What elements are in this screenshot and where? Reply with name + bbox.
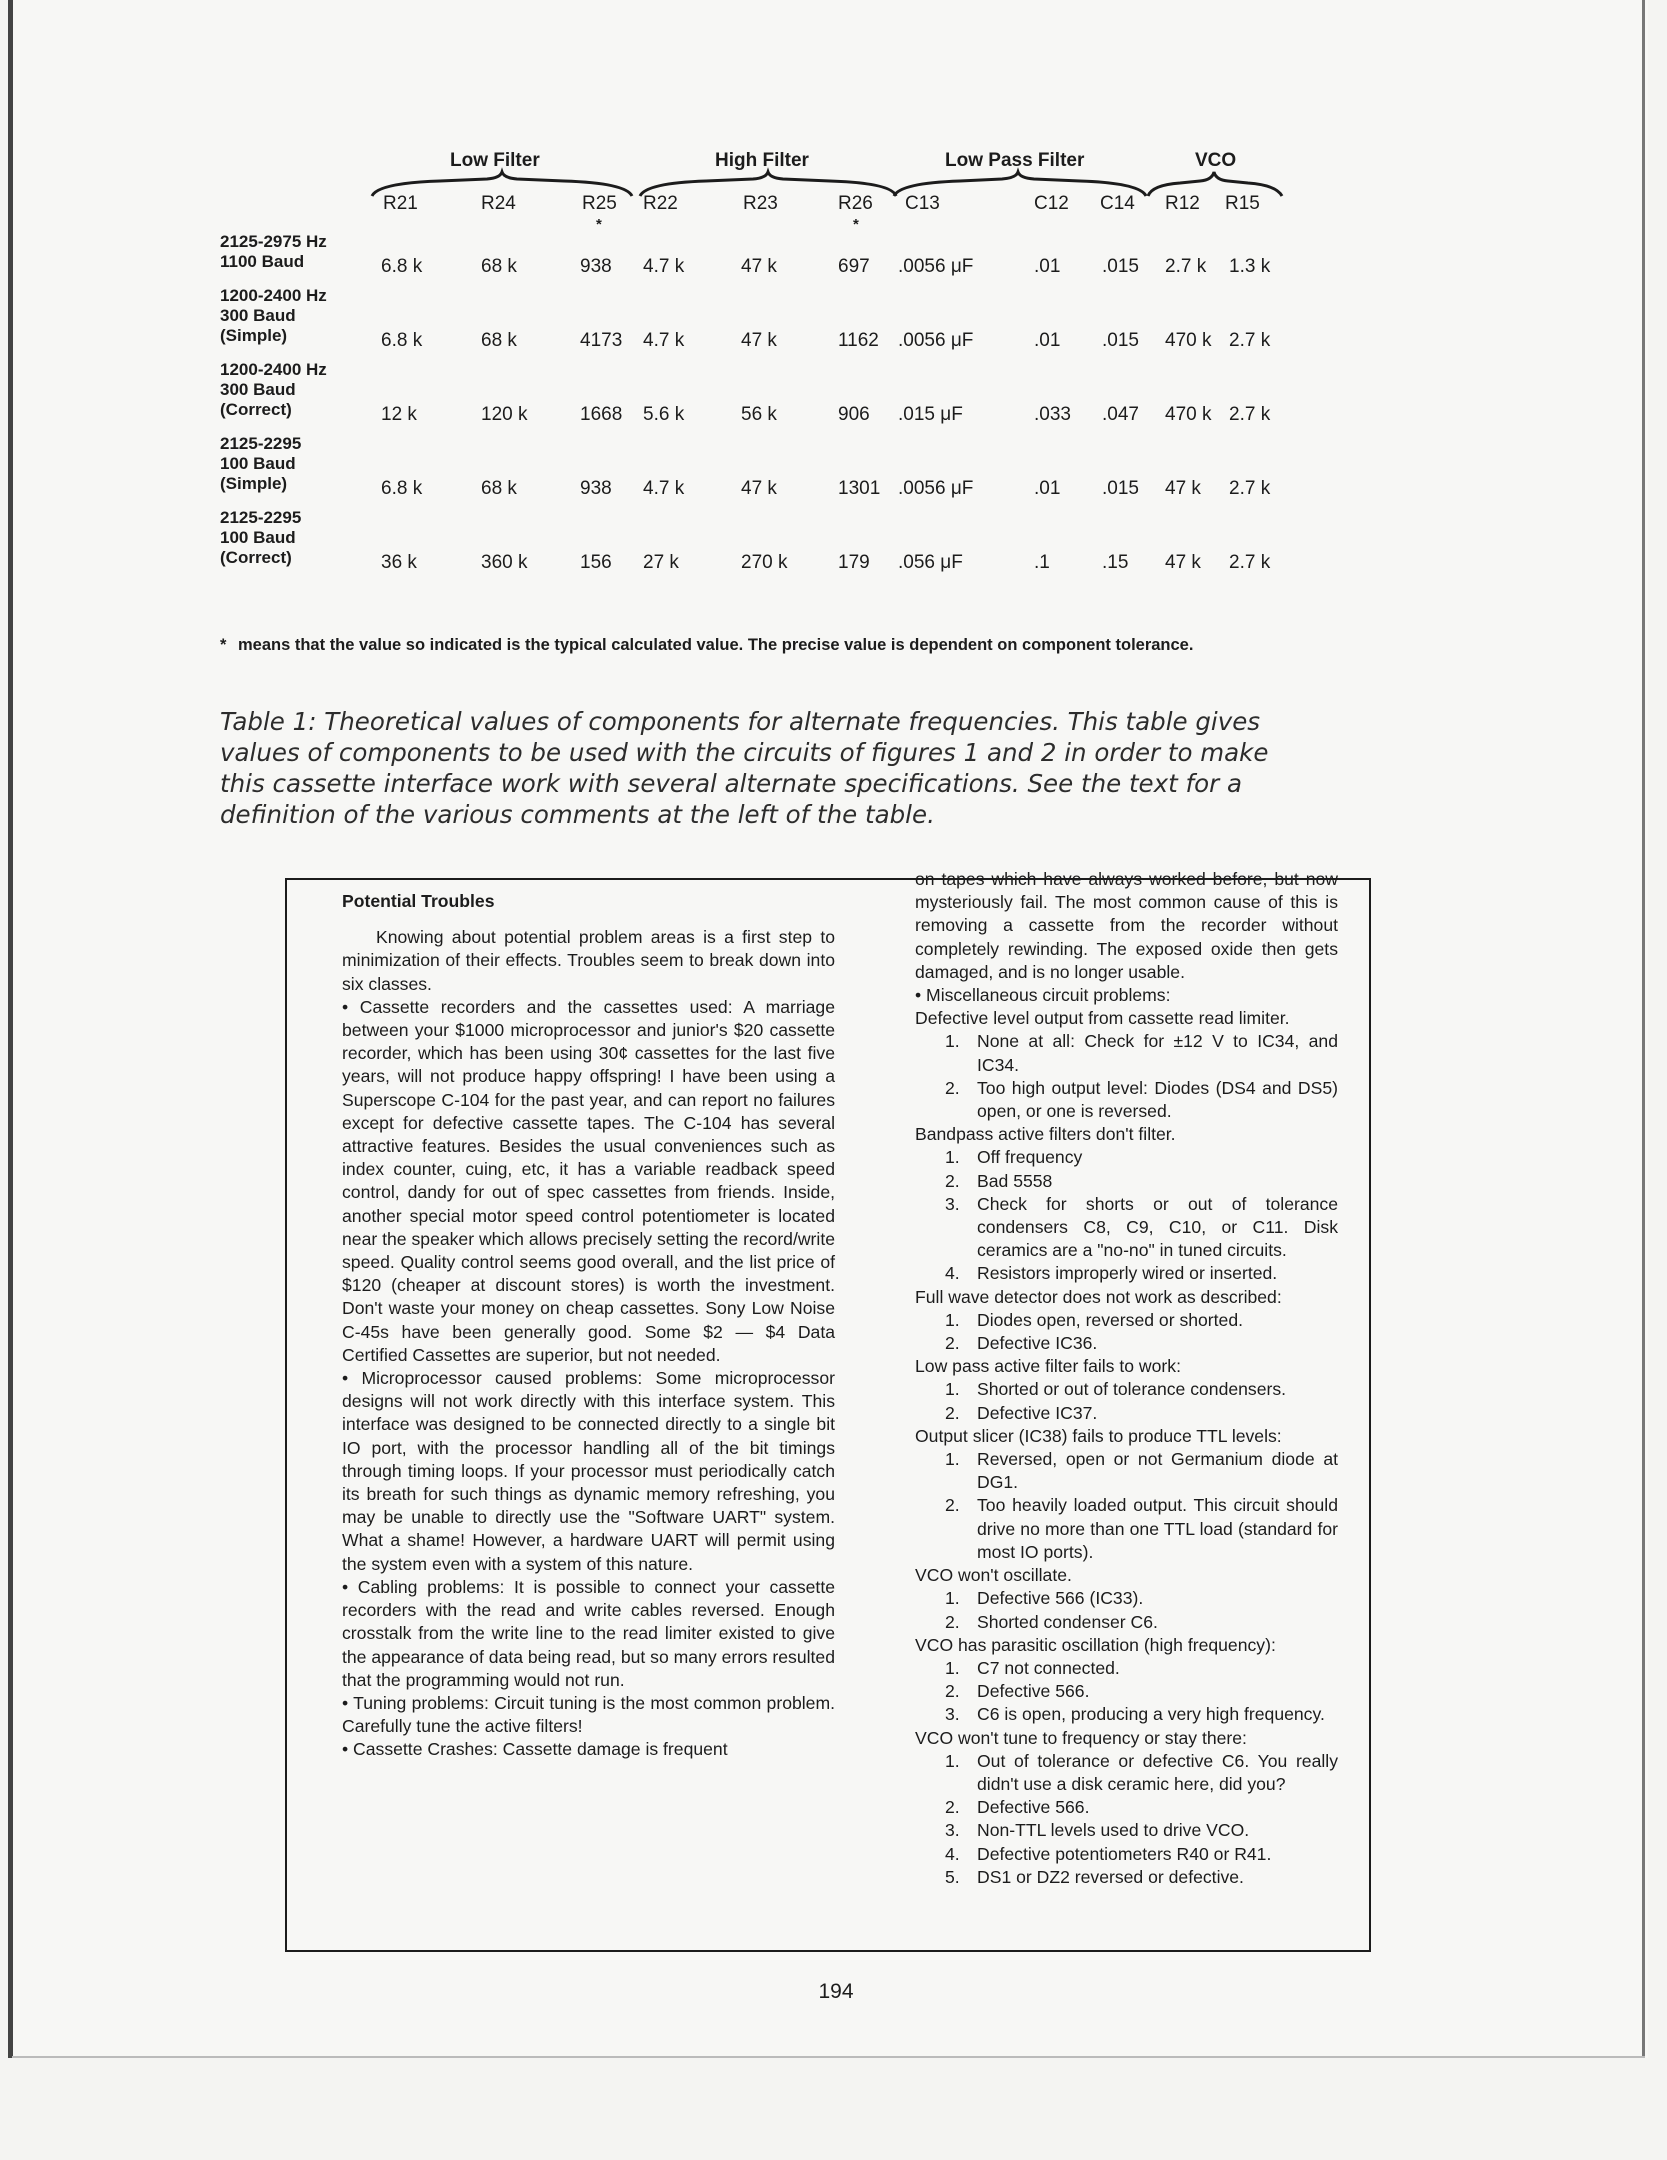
- table-cell: .1: [1034, 552, 1050, 573]
- box-paragraph: • Cabling problems: It is possible to connect your cassette recorders with the read and write cables reversed. Enough crosstalk from the write line to the read limiter existed to give the appearance of data being read, but so many errors resulted that the programming would not run.: [342, 1576, 835, 1690]
- list-item-number: 2.: [945, 1333, 960, 1354]
- list-item-text: Shorted condenser C6.: [977, 1611, 1158, 1632]
- table-cell: 938: [580, 256, 612, 277]
- table-cell: 1668: [580, 404, 623, 425]
- list-item-number: 1.: [945, 1750, 960, 1771]
- list-item: [915, 1750, 1338, 1796]
- list-item-text: Off frequency: [977, 1147, 1083, 1168]
- table-cell: 270 k: [741, 552, 788, 573]
- list-item-text: Too high output level: Diodes (DS4 and DS5) open, or one is reversed.: [977, 1077, 1338, 1122]
- problem-heading: Bandpass active filters don't filter.: [915, 1124, 1176, 1145]
- list-item-text: Defective potentiometers R40 or R41.: [977, 1843, 1272, 1864]
- list-item-number: 1.: [945, 1147, 960, 1168]
- table-cell: 120 k: [481, 404, 528, 425]
- box-paragraph: Knowing about potential problem areas is a first step to minimization of their effects. Troubles seem to break down into six classes.: [342, 927, 835, 994]
- list-item: [915, 1262, 1338, 1285]
- row-label-3: 1200-2400 Hz 300 Baud (Correct): [220, 360, 327, 419]
- table-cell: 47 k: [741, 330, 777, 351]
- column-header-r15: R15: [1225, 193, 1260, 214]
- table-cell: 4.7 k: [643, 330, 685, 351]
- box-paragraph: on tapes which have always worked before, but now mysteriously fail. The most common cause of this is removing a cassette from the recorder without completely rewinding. The exposed oxide then gets damaged, and is no longer usable.: [915, 869, 1338, 982]
- table-cell: .01: [1034, 256, 1061, 277]
- table-cell: .056 μF: [898, 552, 963, 573]
- column-header-r25: R25: [582, 193, 617, 214]
- list-item: [915, 1796, 1338, 1819]
- problem-heading: VCO won't oscillate.: [915, 1565, 1072, 1586]
- list-item-text: Shorted or out of tolerance condensers.: [977, 1379, 1287, 1400]
- list-item: [915, 1866, 1338, 1889]
- table-cell: 1.3 k: [1229, 256, 1271, 277]
- table-cell: .015: [1102, 478, 1139, 499]
- table-cell: 2.7 k: [1229, 404, 1271, 425]
- box-paragraph: • Microprocessor caused problems: Some microprocessor designs will not work directly with this interface system. This interface was designed to be connected directly to a single bit IO port, with the processor handling all of the bit timings through timing loops. If your processor must periodically catch its breath for such things as dynamic memory refreshing, you may be unable to directly use the "Software UART" system. What a shame! However, a hardware UART will permit using the system even with a system of this nature.: [342, 1368, 835, 1574]
- row-label-4: 2125-2295 100 Baud (Simple): [220, 434, 302, 493]
- table-cell: 4.7 k: [643, 256, 685, 277]
- table-cell: 2.7 k: [1229, 552, 1271, 573]
- list-item-number: 1.: [945, 1449, 960, 1470]
- table-cell: 906: [838, 404, 870, 425]
- list-item: [915, 1587, 1338, 1610]
- list-item: [915, 1657, 1338, 1680]
- table-caption: Table 1: Theoretical values of components for alternate frequencies. This table gives values of components to be used with the circuits of figures 1 and 2 in order to make this cassette interface work with several alternate specifications. See the text for a definition of the various comments at the left of the table.: [220, 707, 1269, 829]
- table-cell: 2.7 k: [1229, 478, 1271, 499]
- table-cell: .0056 μF: [898, 478, 974, 499]
- column-header-r21: R21: [383, 193, 418, 214]
- list-item-number: 1.: [945, 1379, 960, 1400]
- table-cell: 6.8 k: [381, 478, 423, 499]
- table-cell: 4.7 k: [643, 478, 685, 499]
- list-item: [915, 1680, 1338, 1703]
- component-table: [0, 0, 1667, 600]
- box-title: Potential Troubles: [342, 891, 495, 911]
- group-header-vco: VCO: [1195, 150, 1237, 171]
- row-label-5: 2125-2295 100 Baud (Correct): [220, 508, 302, 567]
- problem-heading: Low pass active filter fails to work:: [915, 1356, 1181, 1377]
- table-cell: 5.6 k: [643, 404, 685, 425]
- column-header-c14: C14: [1100, 193, 1135, 214]
- list-item-text: Defective IC36.: [977, 1333, 1098, 1354]
- table-cell: .01: [1034, 478, 1061, 499]
- list-item: [915, 1819, 1338, 1842]
- list-item-text: Reversed, open or not Germanium diode at DG1.: [977, 1449, 1338, 1493]
- list-item: [915, 1030, 1338, 1076]
- list-item-text: Check for shorts or out of tolerance condensers C8, C9, C10, or C11. Disk ceramics are a "no-no" in tuned circuits.: [977, 1193, 1338, 1261]
- list-item: [915, 1170, 1338, 1193]
- box-paragraph: • Tuning problems: Circuit tuning is the most common problem. Carefully tune the active filters!: [342, 1692, 835, 1737]
- list-item: [915, 1193, 1338, 1263]
- list-item-text: C6 is open, producing a very high frequency.: [977, 1704, 1325, 1725]
- column-header-r23: R23: [743, 193, 778, 214]
- list-item: [915, 1843, 1338, 1866]
- problem-heading: Output slicer (IC38) fails to produce TTL levels:: [915, 1425, 1282, 1446]
- table-cell: .0056 μF: [898, 330, 974, 351]
- box-paragraph: • Cassette Crashes: Cassette damage is frequent: [342, 1739, 728, 1760]
- column-header-r26: R26: [838, 193, 873, 214]
- table-cell: 56 k: [741, 404, 777, 425]
- starred-mark-r25: *: [596, 216, 602, 233]
- problem-heading: VCO won't tune to frequency or stay there:: [915, 1727, 1247, 1748]
- list-item-text: DS1 or DZ2 reversed or defective.: [977, 1866, 1244, 1887]
- row-label-2: 1200-2400 Hz 300 Baud (Simple): [220, 286, 327, 345]
- table-cell: 2.7 k: [1165, 256, 1207, 277]
- list-item-number: 1.: [945, 1031, 960, 1052]
- list-item-number: 3.: [945, 1820, 960, 1841]
- list-item-text: Too heavily loaded output. This circuit should drive no more than one TTL load (standard for most IO ports).: [977, 1495, 1338, 1562]
- list-item-number: 2.: [945, 1797, 960, 1818]
- footnote-text: means that the value so indicated is the typical calculated value. The precise value is dependent on component tolerance.: [238, 636, 1194, 654]
- column-header-c13: C13: [905, 193, 940, 214]
- list-item: [915, 1703, 1338, 1726]
- list-item: [915, 1332, 1338, 1355]
- table-cell: 470 k: [1165, 404, 1212, 425]
- table-cell: 68 k: [481, 256, 517, 277]
- list-item-number: 3.: [945, 1193, 960, 1214]
- table-cell: 4173: [580, 330, 623, 351]
- table-cell: .015: [1102, 256, 1139, 277]
- footnote-mark: *: [220, 636, 227, 654]
- table-cell: 47 k: [741, 256, 777, 277]
- problem-heading: Full wave detector does not work as described:: [915, 1286, 1282, 1307]
- table-cell: .047: [1102, 404, 1139, 425]
- table-cell: 1301: [838, 478, 881, 499]
- list-item-number: 4.: [945, 1263, 960, 1284]
- list-item-text: Resistors improperly wired or inserted.: [977, 1263, 1278, 1284]
- list-item-text: Out of tolerance or defective C6. You really didn't use a disk ceramic here, did you?: [977, 1750, 1338, 1794]
- table-cell: 36 k: [381, 552, 417, 573]
- column-header-r12: R12: [1165, 193, 1200, 214]
- list-item-text: C7 not connected.: [977, 1657, 1120, 1678]
- list-item-text: Diodes open, reversed or shorted.: [977, 1309, 1244, 1330]
- group-braces: [0, 0, 1667, 200]
- problem-heading: VCO has parasitic oscillation (high frequency):: [915, 1634, 1276, 1655]
- column-header-r24: R24: [481, 193, 516, 214]
- list-item-number: 2.: [945, 1077, 960, 1098]
- table-cell: .01: [1034, 330, 1061, 351]
- table-cell: 360 k: [481, 552, 528, 573]
- list-item: [915, 1309, 1338, 1332]
- box-right-column: [915, 868, 1338, 1889]
- group-header-low-pass-filter: Low Pass Filter: [945, 150, 1085, 171]
- problem-heading: Defective level output from cassette read limiter.: [915, 1008, 1290, 1029]
- list-item-number: 1.: [945, 1657, 960, 1678]
- table-cell: .015 μF: [898, 404, 963, 425]
- table-footnote: [220, 635, 1310, 656]
- table-cell: .015: [1102, 330, 1139, 351]
- table-cell: 179: [838, 552, 870, 573]
- table-cell: 470 k: [1165, 330, 1212, 351]
- list-item-text: Defective 566 (IC33).: [977, 1588, 1144, 1609]
- table-cell: 12 k: [381, 404, 417, 425]
- list-item-number: 1.: [945, 1309, 960, 1330]
- list-item-number: 5.: [945, 1866, 960, 1887]
- list-item-number: 2.: [945, 1495, 960, 1516]
- table-cell: .15: [1102, 552, 1129, 573]
- list-item-text: Bad 5558: [977, 1170, 1053, 1191]
- table-cell: 156: [580, 552, 612, 573]
- table-cell: 68 k: [481, 478, 517, 499]
- starred-mark-r26: *: [853, 216, 859, 233]
- table-cell: .0056 μF: [898, 256, 974, 277]
- potential-troubles-box: [285, 869, 1371, 1952]
- table-cell: 27 k: [643, 552, 679, 573]
- table-cell: 1162: [838, 330, 879, 351]
- table-cell: 47 k: [1165, 478, 1201, 499]
- list-item-number: 1.: [945, 1588, 960, 1609]
- group-header-high-filter: High Filter: [715, 150, 809, 171]
- list-item-text: None at all: Check for ±12 V to IC34, and IC34.: [977, 1031, 1338, 1075]
- list-item-number: 4.: [945, 1843, 960, 1864]
- page-number: 194: [818, 1980, 854, 2003]
- table-cell: 2.7 k: [1229, 330, 1271, 351]
- list-item: [915, 1611, 1338, 1634]
- table-cell: 6.8 k: [381, 330, 423, 351]
- table-cell: 938: [580, 478, 612, 499]
- table-cell: 6.8 k: [381, 256, 423, 277]
- list-item: [915, 1378, 1338, 1401]
- list-item: [915, 1146, 1338, 1169]
- list-item-number: 2.: [945, 1611, 960, 1632]
- column-header-c12: C12: [1034, 193, 1069, 214]
- list-item-text: Defective 566.: [977, 1797, 1090, 1818]
- box-paragraph: • Cassette recorders and the cassettes used: A marriage between your $1000 microprocessor and junior's $20 cassette recorder, which has been using 30¢ cassettes for the last five years, will not produce happy offspring! I have been using a Superscope C-104 for the past year, and can report no failures except for defective cassette tapes. The C-104 has several attractive features. Besides the usual conveniences such as index counter, cuing, etc, it has a variable readback speed control, dandy for out of spec cassettes from friends. Inside, another special motor speed control potentiometer is located near the speaker which allows precisely setting the record/write speed. Quality control seems good overall, and the list price of $120 (cheaper at discount stores) is worth the investment. Don't waste your money on cheap cassettes. Sony Low Noise C-45s have been generally good. Some $2 — $4 Data Certified Cassettes are superior, but not needed.: [342, 996, 835, 1365]
- list-item-text: Non-TTL levels used to drive VCO.: [977, 1820, 1250, 1841]
- table-cell: 697: [838, 256, 870, 277]
- list-item-text: Defective IC37.: [977, 1402, 1098, 1423]
- list-item: [915, 1402, 1338, 1425]
- column-header-r22: R22: [643, 193, 678, 214]
- list-item-number: 2.: [945, 1402, 960, 1423]
- table-cell: 47 k: [741, 478, 777, 499]
- list-item-number: 2.: [945, 1170, 960, 1191]
- list-item: [915, 1448, 1338, 1494]
- table-cell: 47 k: [1165, 552, 1201, 573]
- box-paragraph: • Miscellaneous circuit problems:: [915, 985, 1171, 1006]
- group-header-low-filter: Low Filter: [450, 150, 540, 171]
- page-bottom-edge: [12, 2056, 1645, 2058]
- list-item-number: 2.: [945, 1681, 960, 1702]
- box-left-column: [342, 890, 835, 1762]
- table-cell: .033: [1034, 404, 1071, 425]
- list-item: [915, 1077, 1338, 1123]
- row-label-1: 2125-2975 Hz 1100 Baud: [220, 232, 327, 271]
- list-item: [915, 1494, 1338, 1564]
- list-item-text: Defective 566.: [977, 1681, 1090, 1702]
- table-cell: 68 k: [481, 330, 517, 351]
- list-item-number: 3.: [945, 1704, 960, 1725]
